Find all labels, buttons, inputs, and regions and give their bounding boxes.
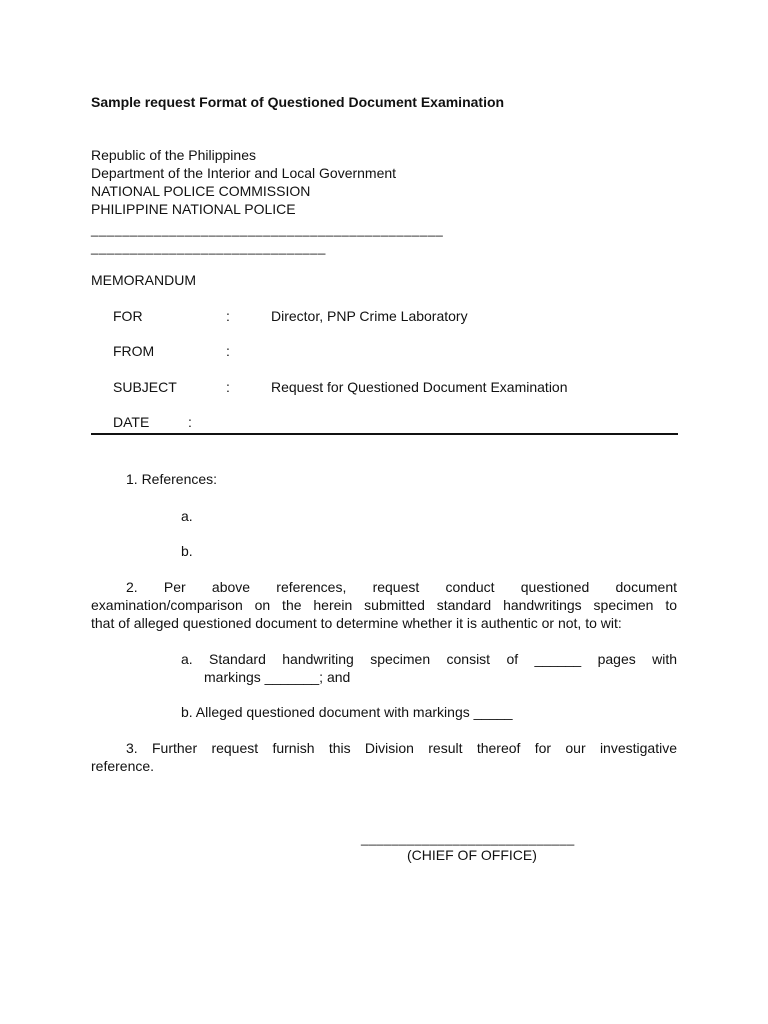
- memo-subject-label: SUBJECT: [113, 379, 177, 395]
- document-title: Sample request Format of Questioned Document Examination: [91, 94, 505, 110]
- memo-divider: [91, 433, 678, 435]
- item-2a-line-2: markings _______; and: [204, 669, 351, 685]
- memo-date-label: DATE: [113, 414, 150, 430]
- memo-subject-colon: :: [226, 379, 230, 395]
- paragraph-2: [91, 578, 677, 632]
- paragraph-3: [91, 739, 677, 775]
- memo-from-label: FROM: [113, 343, 155, 359]
- memo-for-colon: :: [226, 308, 230, 324]
- memo-heading: MEMORANDUM: [91, 272, 196, 288]
- header-line-pnp: PHILIPPINE NATIONAL POLICE: [91, 201, 296, 217]
- paragraph-2-line-1: 2. Per above references, request conduct questioned document: [126, 579, 677, 595]
- header-line-republic: Republic of the Philippines: [91, 147, 256, 163]
- paragraph-2-line-3: that of alleged questioned document to determine whether it is authentic or not, to wit:: [91, 615, 622, 631]
- header-blank-line-2: ______________________________: [91, 240, 326, 255]
- paragraph-3-line-2: reference.: [91, 758, 155, 774]
- paragraph-2-line-2: examination/comparison on the herein submitted standard handwritings specimen to: [91, 597, 677, 613]
- memo-subject-value: Request for Questioned Document Examination: [271, 379, 568, 395]
- header-line-napolcom: NATIONAL POLICE COMMISSION: [91, 183, 311, 199]
- paragraph-3-line-1: 3. Further request furnish this Division result thereof for our investigative: [126, 740, 677, 756]
- item-2a: [181, 650, 677, 686]
- references-item: 1. References:: [126, 471, 218, 487]
- item-2a-line-1: a. Standard handwriting specimen consist of ______ pages with: [181, 651, 677, 667]
- reference-a: a.: [181, 508, 193, 524]
- memo-for-value: Director, PNP Crime Laboratory: [271, 308, 468, 324]
- header-line-dilg: Department of the Interior and Local Government: [91, 165, 397, 181]
- item-2b: b. Alleged questioned document with markings _____: [181, 704, 513, 720]
- signature-label: (CHIEF OF OFFICE): [407, 847, 537, 863]
- memo-date-colon: :: [188, 414, 192, 430]
- reference-b: b.: [181, 543, 193, 559]
- memo-from-colon: :: [226, 343, 230, 359]
- signature-line: ____________________________: [361, 831, 575, 846]
- header-blank-line-1: _____________________________________________: [91, 222, 444, 237]
- memo-for-label: FOR: [113, 308, 143, 324]
